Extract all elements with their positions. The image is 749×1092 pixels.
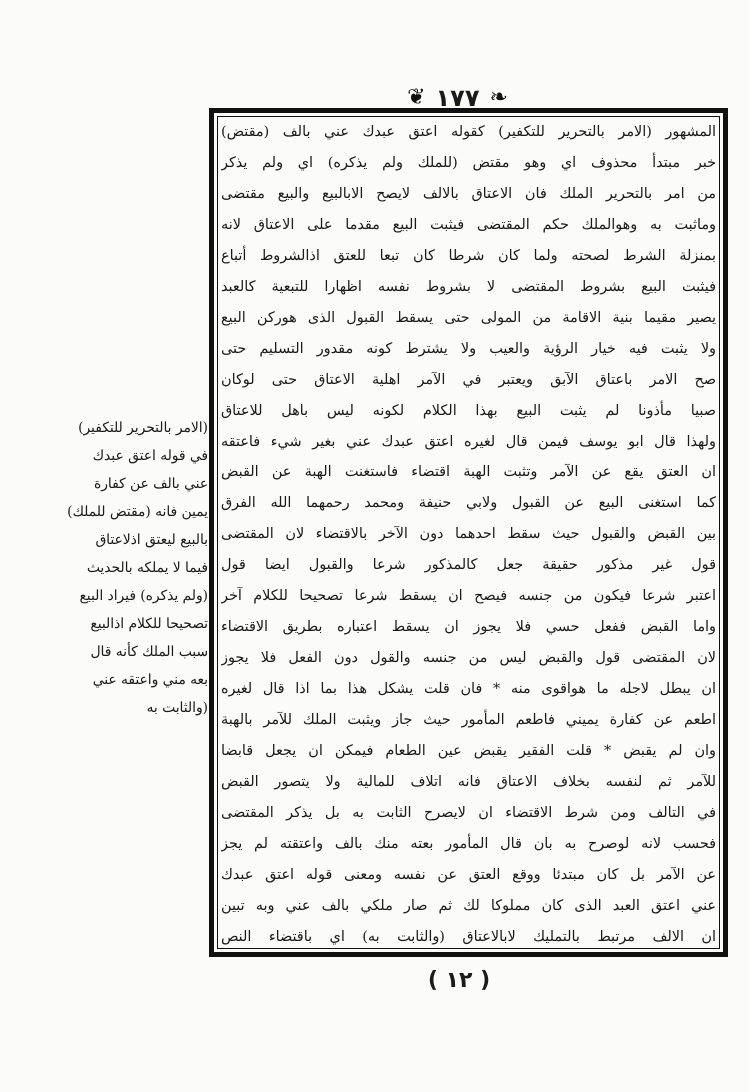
margin-note xyxy=(60,414,208,722)
ornament-left-icon: ❦ xyxy=(407,85,426,110)
main-text-line: بين القبض والقبول حيث سقط احدهما دون الآخر بالاقتضاء لان المقتضى xyxy=(221,526,716,543)
main-text-line: من امر بالتحرير الملك فان الاعتاق بالالف لايصح الابالبيع والبيع مقتضى xyxy=(221,185,716,202)
main-text-line: خبر مبتدأ محذوف اي وهو مقتض (للملك ولم يذكره) اي ولم يذكر xyxy=(221,154,716,171)
main-text-line: المشهور (الامر بالتحرير للتكفير) كقوله اعتق عبدك عني بالف (مقتض) xyxy=(221,124,716,140)
margin-note-line: (ولم يذكره) فيراد البيع xyxy=(79,588,208,604)
main-text-line: صبيا مأذونا لم يثبت البيع بهذا الكلام لكونه ليس باهل للاعتاق xyxy=(221,402,716,419)
main-text-line: صح الامر باعتاق الآبق ويعتبر في الآمر اهلية الاعتاق حتى لوكان xyxy=(221,371,716,388)
main-text-line: بمنزلة الشرط لصحته ولما كان شرطا كان تبعا للعتق اذالشروط أتباع xyxy=(221,247,716,264)
margin-note-line: تصحيحا للكلام اذالبيع xyxy=(90,616,208,632)
margin-note-line: سبب الملك كأنه قال xyxy=(90,644,208,660)
main-text-line: عني اعتق العبد الذى كان مملوكا لك ثم صار ملكي بالف عني وبه تبين xyxy=(221,897,716,914)
main-text-line: عن الآمر بل كان مبتدئا ووقع العتق عن نفسه ومعنى قوله اعتق عبدك xyxy=(221,866,716,883)
main-text-line: في التالف ومن شرط الاقتضاء ان لايصرح الثابت به بل يذكر المقتضى xyxy=(221,804,716,821)
page-number: ١٧٧ xyxy=(435,84,480,112)
main-text-line: واما القبض ففعل حسي فلا يجوز ان يسقط اعتباره بطريق الاقتضاء xyxy=(221,619,716,636)
main-text-line: ان يبطل لاجله ما هواقوى منه * فان قلت يشكل هذا بما اذا قال لغيره xyxy=(221,681,716,698)
folio-number: ( ١٢ ) xyxy=(427,967,491,993)
main-text-line: لان المقتضى قول والقبض ليس من جنسه والقول دون الفعل فلا يجوز xyxy=(221,650,716,667)
main-text-line: ولا يثبت فيه خيار الرؤية والعيب ولا يشترط كونه مقدور التسليم حتى xyxy=(221,340,716,357)
main-text-line: فيثبت البيع بشروط المقتضى لا بشروط نفسه اظهارا للتبعية كالعبد xyxy=(221,278,716,295)
margin-note-line: يمين فانه (مقتض للملك) xyxy=(67,504,208,520)
main-text-line: اطعم عن كفارة يميني فاطعم المأمور حيث جاز ويثبت الملك للآمر بالهبة xyxy=(221,712,716,729)
main-text-line: اعتبر شرعا فيكون من جنسه فيصح ان يسقط شرعا تصحيحا للكلام آخر xyxy=(221,588,716,605)
main-text-line: وماثبت به وهوالملك حكم المقتضى فيثبت البيع مقدما على الاعتاق لانه xyxy=(221,216,716,233)
ornament-right-icon: ❧ xyxy=(489,85,508,110)
margin-note-line: عني بالف عن كفارة xyxy=(94,476,208,492)
main-text-line: فحسب لانه لوصرح به بان قال المأمور بعته منك بالف واعتقته لم يجز xyxy=(221,835,716,852)
margin-note-line: (والثابت به xyxy=(146,700,208,716)
margin-note-line: فيما لا يملكه بالحديث xyxy=(86,560,208,576)
main-text-line: ان العتق يقع عن الآمر وتثبت الهبة اقتضاء فاستغنت الهبة عن القبض xyxy=(221,464,716,481)
main-text-line: ولهذا قال ابو يوسف فيمن قال لغيره اعتق عبدك عني بغير شيء فاعتقه xyxy=(221,433,716,450)
margin-note-line: (الامر بالتحرير للتكفير) xyxy=(78,420,208,436)
margin-note-line: بالبيع ليعتق اذلاعتاق xyxy=(95,532,208,548)
main-text-block xyxy=(221,120,716,950)
main-text-line: ان الالف مرتبط بالتمليك لابالاعتاق (والثابت به) اي باقتضاء النص xyxy=(221,928,716,945)
main-text-line: قول غير مذكور حقيقة جعل كالمذكور شرعا والقبول ايضا قول xyxy=(221,557,716,574)
main-text-line: يصير مقيما بنية الاقامة من المولى حتى يسقط القبول الذى هوركن البيع xyxy=(221,309,716,326)
margin-note-line: في قوله اعتق عبدك xyxy=(92,448,208,464)
margin-note-line: بعه مني واعتقه عني xyxy=(92,672,208,688)
main-text-line: كما استغنى البيع عن القبول ولابي حنيفة ومحمد رحمهما الله الفرق xyxy=(221,495,716,512)
main-text-line: للآمر ثم لنفسه بخلاف الاعتاق فانه اتلاف للمالية ولا يتصور القبض xyxy=(221,774,716,791)
main-text-line: وان لم يقبض * قلت الفقير يقبض عين الطعام فيمكن ان يجعل قابضا xyxy=(221,743,716,760)
